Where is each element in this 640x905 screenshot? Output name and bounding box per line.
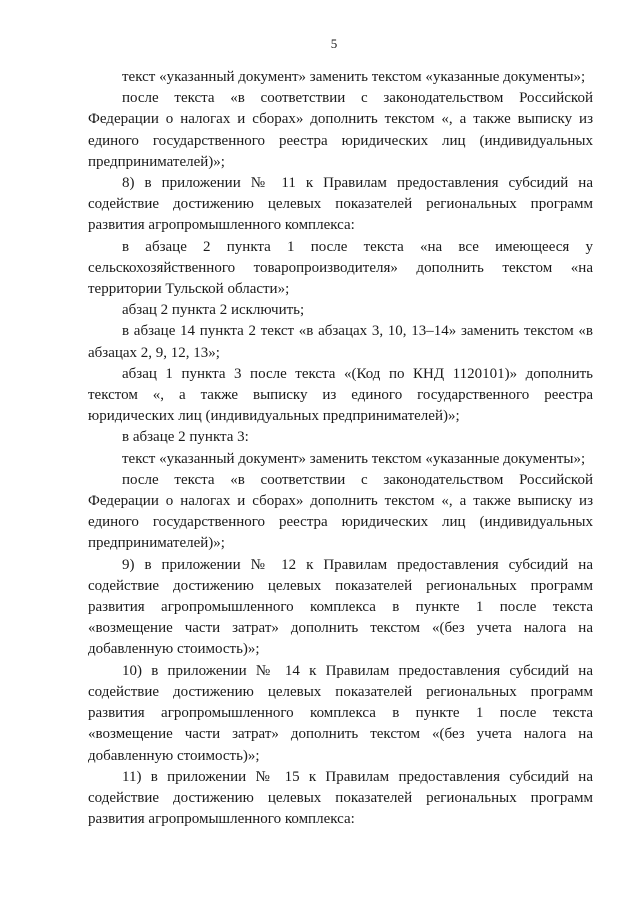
paragraph: в абзаце 2 пункта 1 после текста «на все имеющееся у сельскохозяйственного товаропроизводителя» дополнить текстом «на территории Тульской области»; bbox=[88, 238, 593, 298]
paragraph: после текста «в соответствии с законодательством Российской Федерации о налогах и сборах» дополнить текстом «, а также выписку из единого государственного реестра юридических лиц (индивидуальных предпринимателей)»; bbox=[88, 90, 593, 170]
paragraph: текст «указанный документ» заменить текстом «указанные документы»; bbox=[122, 69, 586, 85]
document-body bbox=[88, 67, 593, 830]
paragraph: в абзаце 2 пункта 3: bbox=[122, 429, 249, 446]
paragraph: 8) в приложении № 11 к Правилам предоставления субсидий на содействие достижению целевых показателей региональных программ развития агропромышленного комплекса: bbox=[88, 175, 593, 234]
paragraph: текст «указанный документ» заменить текстом «указанные документы»; bbox=[122, 450, 586, 467]
page-number: 5 bbox=[330, 36, 338, 51]
paragraph: абзац 1 пункта 3 после текста «(Код по КНД 1120101)» дополнить текстом «, а также выписку из единого государственного реестра юридических лиц (индивидуальных предпринимателей)»; bbox=[88, 365, 593, 425]
paragraph: в абзаце 14 пункта 2 текст «в абзацах 3, 10, 13–14» заменить текстом «в абзацах 2, 9, 12, 13»; bbox=[88, 323, 593, 361]
paragraph: 11) в приложении № 15 к Правилам предоставления субсидий на содействие достижению целевых показателей региональных программ развития агропромышленного комплекса: bbox=[88, 768, 593, 828]
paragraph: после текста «в соответствии с законодательством Российской Федерации о налогах и сборах» дополнить текстом «, а также выписку из единого государственного реестра юридических лиц (индивидуальных предпринимателей)»; bbox=[88, 471, 593, 552]
paragraph: 9) в приложении № 12 к Правилам предоставления субсидий на содействие достижению целевых показателей региональных программ развития агропромышленного комплекса в пункте 1 после текста «возмещение части затрат» дополнить текстом «(без учета налога на добавленную стоимость)»; bbox=[88, 556, 593, 658]
paragraph: абзац 2 пункта 2 исключить; bbox=[122, 302, 305, 319]
paragraph: 10) в приложении № 14 к Правилам предоставления субсидий на содействие достижению целевых показателей региональных программ развития агропромышленного комплекса в пункте 1 после текста «возмещение части затрат» дополнить текстом «(без учета налога на добавленную стоимость)»; bbox=[88, 662, 593, 764]
